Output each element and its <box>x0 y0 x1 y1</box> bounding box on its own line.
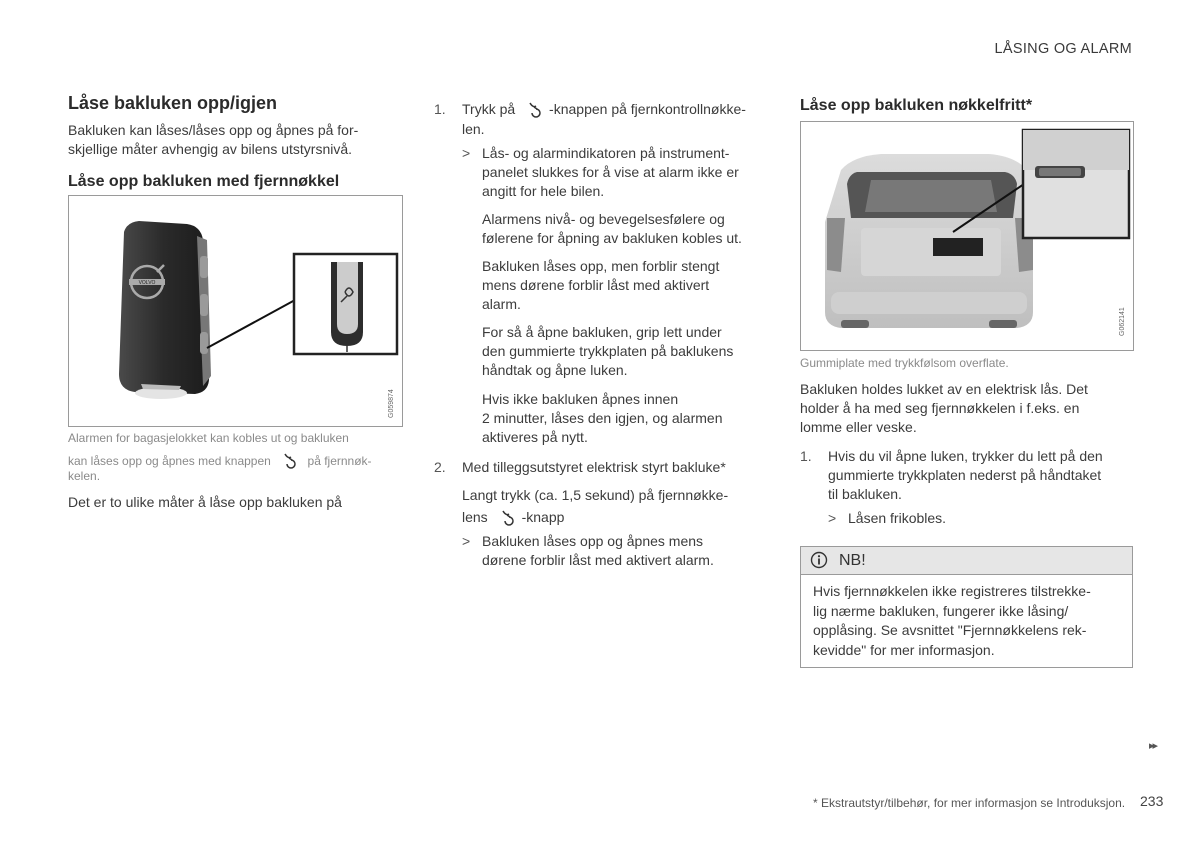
note-body <box>801 575 1132 669</box>
step-1-post: -knappen på fjernkontrollnøkke- <box>549 101 746 117</box>
para-4-line-2: 2 minutter, låses den igjen, og alarmen <box>482 410 723 426</box>
note-line-2: lig nærme bakluken, fungerer ikke låsing/ <box>813 602 1069 619</box>
remote-key-illustration <box>69 196 402 426</box>
tailgate-illustration <box>801 122 1133 350</box>
step-1-cont: len. <box>462 121 485 137</box>
tailgate-figure-caption: Gummiplate med trykkfølsom overflate. <box>800 356 1009 370</box>
step-number-1: 1. <box>434 101 446 117</box>
step-2-para-line-2 <box>462 508 564 528</box>
para-2-line-3: alarm. <box>482 296 521 312</box>
svg-text:VOLVO: VOLVO <box>138 280 156 286</box>
para-1-line-2: følerene for åpning av bakluken kobles ut. <box>482 230 742 246</box>
col3-step-1-line-2: gummierte trykkplaten nederst på håndtaket <box>828 467 1102 483</box>
step-number-2: 2. <box>434 459 446 475</box>
figure-caption-line-3: kelen. <box>68 469 101 483</box>
col3-step-1-line-3: til bakluken. <box>828 486 902 502</box>
para-3-line-2: den gummierte trykkplaten på baklukens <box>482 343 734 359</box>
step-2-para-pre: lens <box>462 509 488 525</box>
col3-step-number-1: 1. <box>800 448 812 464</box>
para-2-line-2: mens dørene forblir låst med aktivert <box>482 277 710 293</box>
result-2-line-2: dørene forblir låst med aktivert alarm. <box>482 552 714 568</box>
step-2-para-line-1: Langt trykk (ca. 1,5 sekund) på fjernnøkke- <box>462 487 729 503</box>
page-number: 233 <box>1140 793 1164 809</box>
col3-result-text: Låsen frikobles. <box>848 510 947 526</box>
col3-para-line-3: lomme eller veske. <box>800 419 917 435</box>
caption-text-a: kan låses opp og åpnes med knappen <box>68 454 271 468</box>
figure-caption-line-1: Alarmen for bagasjelokket kan kobles ut og bakluken <box>68 431 349 445</box>
para-3-line-1: For så å åpne bakluken, grip lett under <box>482 324 722 340</box>
tailgate-figure <box>800 121 1134 351</box>
note-line-4: kevidde" for mer informasjon. <box>813 641 995 658</box>
result-marker: > <box>828 510 837 526</box>
remote-key-figure <box>68 195 403 427</box>
note-header <box>801 547 1132 575</box>
col3-step-1-line-1: Hvis du vil åpne luken, trykker du lett på den <box>828 448 1103 464</box>
closing-text: Det er to ulike måter å låse opp bakluken på <box>68 494 342 510</box>
note-line-3: opplåsing. Se avsnittet "Fjernnøkkelens rek- <box>813 622 1087 638</box>
result-1-line-2: panelet slukkes for å vise at alarm ikke er <box>482 164 739 180</box>
footnote: * Ekstrautstyr/tilbehør, for mer informasjon se Introduksjon. <box>813 796 1126 810</box>
tailgate-button-icon <box>498 508 516 526</box>
result-1-line-1: Lås- og alarmindikatoren på instrument- <box>482 145 730 161</box>
intro-line-2: skjellige måter avhengig av bilens utstyrsnivå. <box>68 141 353 157</box>
para-4-line-3: aktiveres på nytt. <box>482 429 588 445</box>
note-line-1: Hvis fjernnøkkelen ikke registreres tilstrekke- <box>813 583 1091 599</box>
step-1-pre: Trykk på <box>462 101 516 117</box>
result-2-line-1: Bakluken låses opp og åpnes mens <box>482 533 704 549</box>
intro-line-1: Bakluken kan låses/låses opp og åpnes på for- <box>68 122 359 138</box>
result-1-line-3: angitt for hele bilen. <box>482 183 605 199</box>
col3-para-line-2: holder å ha med seg fjernnøkkelen i f.eks. en <box>800 400 1080 416</box>
figure-code: G062141 <box>1119 307 1126 336</box>
tailgate-button-icon <box>525 100 543 118</box>
step-1-line <box>462 100 746 120</box>
para-3-line-3: håndtak og åpne luken. <box>482 362 628 378</box>
result-marker: > <box>462 533 471 549</box>
para-4-line-1: Hvis ikke bakluken åpnes innen <box>482 391 679 407</box>
subheading-remote: Låse opp bakluken med fjernnøkkel <box>68 173 340 190</box>
col3-para-line-1: Bakluken holdes lukket av en elektrisk lås. Det <box>800 381 1088 397</box>
keyless-heading: Låse opp bakluken nøkkelfritt* <box>800 97 1033 114</box>
para-2-line-1: Bakluken låses opp, men forblir stengt <box>482 258 720 274</box>
para-1-line-1: Alarmens nivå- og bevegelsesfølere og <box>482 211 725 227</box>
section-heading: Låse bakluken opp/igjen <box>68 93 278 113</box>
step-2-para-post: -knapp <box>521 509 565 525</box>
step-2-text: Med tilleggsutstyret elektrisk styrt bakluke* <box>462 459 726 475</box>
figure-code: G059874 <box>388 389 395 418</box>
info-icon <box>810 551 828 569</box>
continue-arrows: ▸▸ <box>1149 740 1157 752</box>
result-marker: > <box>462 145 471 161</box>
figure-caption-line-2 <box>68 451 372 470</box>
note-title: NB! <box>839 552 866 569</box>
tailgate-button-icon <box>280 451 298 469</box>
note-box <box>800 546 1133 668</box>
page-header-title: LÅSING OG ALARM <box>994 41 1132 57</box>
caption-text-b: på fjernnøk- <box>307 454 372 468</box>
